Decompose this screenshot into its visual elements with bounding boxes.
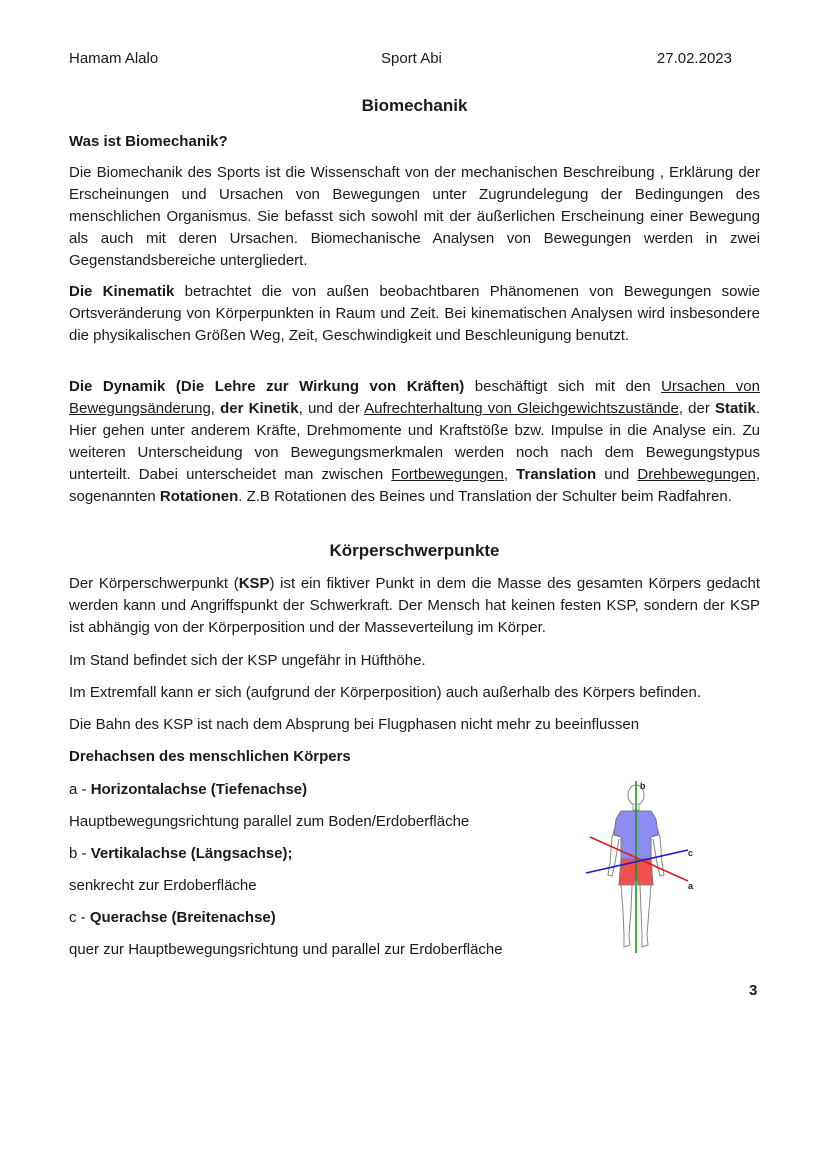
axes-heading: Drehachsen des menschlichen Körpers (69, 748, 351, 765)
figure-label-b: b (640, 781, 646, 791)
axis-c-desc: quer zur Hauptbewegungsrichtung und parallel zur Erdoberfläche (69, 941, 503, 958)
page-number: 3 (749, 982, 758, 999)
section-heading-ksp: Körperschwerpunkte (329, 541, 500, 560)
axis-b-title: b - Vertikalachse (Längsachse); (69, 845, 293, 862)
figure-label-c: c (688, 848, 694, 858)
term-dynamik: Die Dynamik (Die Lehre zur Wirkung von Kräften) (69, 378, 465, 395)
figure-left-leg (621, 885, 632, 947)
figure-label-a: a (688, 881, 694, 891)
term-kinematik: Die Kinematik (69, 283, 175, 300)
axis-b-desc: senkrecht zur Erdoberfläche (69, 877, 257, 894)
body-axes-figure (584, 775, 704, 955)
header-date: 27.02.2023 (656, 50, 732, 67)
section-heading-biomechanik: Was ist Biomechanik? (69, 133, 228, 150)
paragraph-ksp-definition: Der Körperschwerpunkt (KSP) ist ein fiktiver Punkt in dem die Masse des gesamten Körpers gedacht werden kann und Angriffspunkt der Schwerkraft. Der Mensch hat keinen festen KSP, sondern der KSP ist abhängig von der Körperposition und der Masseverteilung im Körper. (69, 575, 760, 636)
paragraph-definition: Die Biomechanik des Sports ist die Wissenschaft von der mechanischen Beschreibung , Erklärung der Erscheinungen und Ursachen von Bewegungen unter Zugrundelegung der Bedingungen des menschlichen Organismus. Sie befasst sich sowohl mit der äußerlichen Erscheinung einer Bewegung als auch mit deren Ursachen. Biomechanische Analysen von Bewegungen werden in zwei Gegenstandsbereiche untergliedert. (69, 164, 760, 269)
page-title: Biomechanik (361, 96, 468, 115)
paragraph-ksp-bahn: Die Bahn des KSP ist nach dem Absprung bei Flugphasen nicht mehr zu beeinflussen (69, 716, 640, 733)
header-author: Hamam Alalo (69, 50, 159, 67)
axis-a-title: a - Horizontalachse (Tiefenachse) (69, 781, 308, 798)
paragraph-ksp-stand: Im Stand befindet sich der KSP ungefähr in Hüfthöhe. (69, 652, 426, 669)
paragraph-dynamik: Die Dynamik (Die Lehre zur Wirkung von Kräften) beschäftigt sich mit den Ursachen von Bewegungsänderung, der Kinetik, und der Aufrechterhaltung von Gleichgewichtszustände, der Statik. Hier gehen unter anderem Kräfte, Drehmomente und Kraftstöße bzw. Impulse in die Analyse ein. Zu weiteren Unterscheidung von Bewegungsmerkmalen werden noch nach dem Bewegungstypus unterteilt. Dabei unterscheidet man zwischen Fortbewegungen, Translation und Drehbewegungen, sogenannten Rotationen. Z.B Rotationen des Beines und Translation der Schulter beim Radfahren. (69, 378, 760, 505)
figure-right-leg (640, 885, 651, 947)
paragraph-kinematik: Die Kinematik betrachtet die von außen beobachtbaren Phänomenen von Bewegungen sowie Ortsveränderung von Körperpunkten in Raum und Zeit. Bei kinematischen Analysen wird insbesondere die physikalischen Größen Weg, Zeit, Geschwindigkeit und Beschleunigung benutzt. (69, 283, 760, 344)
header-subject: Sport Abi (381, 50, 442, 67)
axis-a-desc: Hauptbewegungsrichtung parallel zum Boden/Erdoberfläche (69, 813, 470, 830)
axis-c-title: c - Querachse (Breitenachse) (69, 909, 276, 926)
paragraph-ksp-extremfall: Im Extremfall kann er sich (aufgrund der Körperposition) auch außerhalb des Körpers befinden. (69, 684, 701, 701)
page-header (69, 50, 760, 70)
